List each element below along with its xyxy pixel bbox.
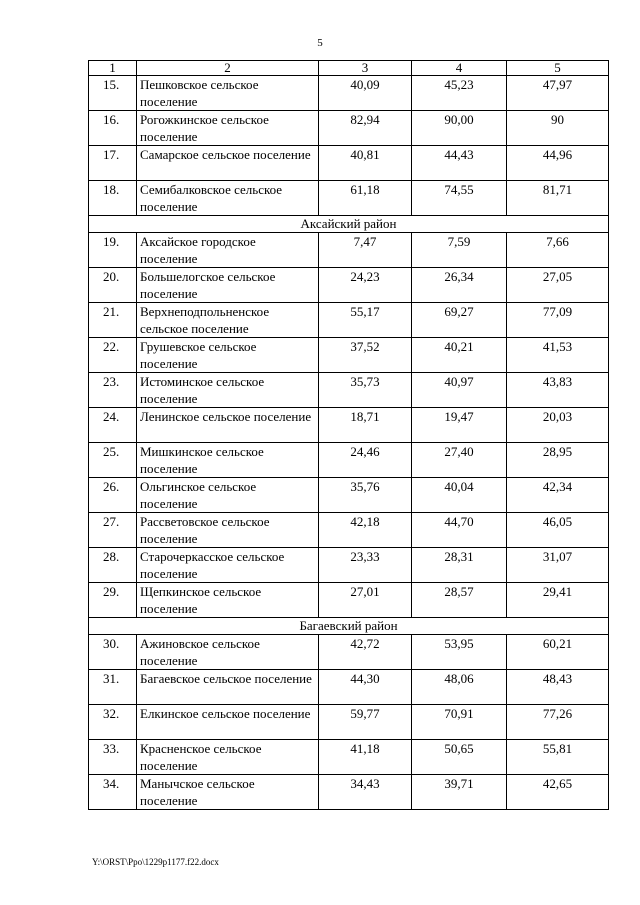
table-row [89,303,609,338]
value-cell-col3: 61,18 [319,181,412,216]
value-cell-col5: 81,71 [507,181,609,216]
table-row [89,513,609,548]
row-number-cell: 31. [89,670,137,705]
value-cell-col4: 45,23 [412,76,507,111]
value-cell-col3: 42,18 [319,513,412,548]
value-cell-col4: 44,43 [412,146,507,181]
settlement-name-cell: Рогожкинское сельское поселение [137,111,319,146]
settlement-name-cell: Истоминское сельское поселение [137,373,319,408]
value-cell-col3: 55,17 [319,303,412,338]
value-cell-col3: 40,09 [319,76,412,111]
footer-file-path: Y:\ORST\Ppo\1229p1177.f22.docx [92,857,219,867]
value-cell-col4: 44,70 [412,513,507,548]
value-cell-col3: 42,72 [319,635,412,670]
table-row [89,111,609,146]
value-cell-col3: 40,81 [319,146,412,181]
value-cell-col3: 35,73 [319,373,412,408]
settlements-table [88,60,609,810]
value-cell-col3: 23,33 [319,548,412,583]
row-number-cell: 22. [89,338,137,373]
table-row [89,705,609,740]
row-number-cell: 17. [89,146,137,181]
value-cell-col3: 27,01 [319,583,412,618]
value-cell-col5: 41,53 [507,338,609,373]
value-cell-col3: 24,23 [319,268,412,303]
value-cell-col4: 7,59 [412,233,507,268]
table-body [89,61,609,810]
district-heading: Аксайский район [89,216,609,233]
value-cell-col5: 43,83 [507,373,609,408]
value-cell-col5: 20,03 [507,408,609,443]
value-cell-col3: 59,77 [319,705,412,740]
value-cell-col4: 27,40 [412,443,507,478]
header-cell: 3 [319,61,412,76]
table-row [89,181,609,216]
settlement-name-cell: Щепкинское сельское поселение [137,583,319,618]
table-row [89,443,609,478]
row-number-cell: 29. [89,583,137,618]
settlement-name-cell: Большелогское сельское поселение [137,268,319,303]
value-cell-col4: 28,31 [412,548,507,583]
value-cell-col4: 70,91 [412,705,507,740]
value-cell-col4: 26,34 [412,268,507,303]
value-cell-col4: 90,00 [412,111,507,146]
table-row [89,76,609,111]
row-number-cell: 26. [89,478,137,513]
row-number-cell: 20. [89,268,137,303]
table-row [89,583,609,618]
value-cell-col5: 28,95 [507,443,609,478]
row-number-cell: 16. [89,111,137,146]
row-number-cell: 34. [89,775,137,810]
row-number-cell: 21. [89,303,137,338]
value-cell-col3: 82,94 [319,111,412,146]
settlement-name-cell: Ажиновское сельское поселение [137,635,319,670]
value-cell-col5: 77,09 [507,303,609,338]
value-cell-col3: 24,46 [319,443,412,478]
district-heading: Багаевский район [89,618,609,635]
value-cell-col5: 60,21 [507,635,609,670]
value-cell-col4: 40,21 [412,338,507,373]
value-cell-col5: 47,97 [507,76,609,111]
settlement-name-cell: Багаевское сельское поселение [137,670,319,705]
table-row [89,338,609,373]
row-number-cell: 30. [89,635,137,670]
value-cell-col5: 44,96 [507,146,609,181]
header-cell: 4 [412,61,507,76]
value-cell-col4: 69,27 [412,303,507,338]
header-cell: 1 [89,61,137,76]
value-cell-col5: 42,34 [507,478,609,513]
value-cell-col4: 28,57 [412,583,507,618]
district-row [89,216,609,233]
value-cell-col5: 27,05 [507,268,609,303]
header-cell: 5 [507,61,609,76]
settlement-name-cell: Старочеркасское сельское поселение [137,548,319,583]
value-cell-col4: 40,04 [412,478,507,513]
value-cell-col3: 41,18 [319,740,412,775]
value-cell-col3: 37,52 [319,338,412,373]
table-row [89,635,609,670]
value-cell-col5: 29,41 [507,583,609,618]
row-number-cell: 24. [89,408,137,443]
row-number-cell: 25. [89,443,137,478]
settlement-name-cell: Красненское сельское поселение [137,740,319,775]
table-header-row [89,61,609,76]
header-cell: 2 [137,61,319,76]
value-cell-col3: 44,30 [319,670,412,705]
settlement-name-cell: Мишкинское сельское поселение [137,443,319,478]
table-row [89,740,609,775]
value-cell-col4: 19,47 [412,408,507,443]
value-cell-col4: 39,71 [412,775,507,810]
value-cell-col3: 35,76 [319,478,412,513]
value-cell-col3: 34,43 [319,775,412,810]
row-number-cell: 33. [89,740,137,775]
value-cell-col5: 7,66 [507,233,609,268]
value-cell-col5: 55,81 [507,740,609,775]
row-number-cell: 28. [89,548,137,583]
row-number-cell: 18. [89,181,137,216]
row-number-cell: 27. [89,513,137,548]
value-cell-col5: 90 [507,111,609,146]
settlement-name-cell: Ленинское сельское поселение [137,408,319,443]
value-cell-col5: 42,65 [507,775,609,810]
value-cell-col5: 31,07 [507,548,609,583]
table-row [89,268,609,303]
value-cell-col4: 48,06 [412,670,507,705]
table-row [89,670,609,705]
row-number-cell: 19. [89,233,137,268]
value-cell-col4: 40,97 [412,373,507,408]
table-row [89,408,609,443]
table-row [89,233,609,268]
table-row [89,146,609,181]
value-cell-col4: 50,65 [412,740,507,775]
settlement-name-cell: Аксайское городское поселение [137,233,319,268]
settlement-name-cell: Елкинское сельское поселение [137,705,319,740]
table-row [89,373,609,408]
value-cell-col5: 48,43 [507,670,609,705]
district-row [89,618,609,635]
value-cell-col3: 7,47 [319,233,412,268]
settlement-name-cell: Семибалковское сельское поселение [137,181,319,216]
value-cell-col5: 46,05 [507,513,609,548]
settlement-name-cell: Рассветовское сельское поселение [137,513,319,548]
table-row [89,478,609,513]
value-cell-col4: 74,55 [412,181,507,216]
settlement-name-cell: Манычское сельское поселение [137,775,319,810]
row-number-cell: 32. [89,705,137,740]
settlement-name-cell: Пешковское сельское поселение [137,76,319,111]
value-cell-col5: 77,26 [507,705,609,740]
value-cell-col3: 18,71 [319,408,412,443]
value-cell-col4: 53,95 [412,635,507,670]
row-number-cell: 15. [89,76,137,111]
settlement-name-cell: Верхнеподпольненское сельское поселение [137,303,319,338]
table-row [89,775,609,810]
page-number: 5 [317,37,323,49]
table-row [89,548,609,583]
settlement-name-cell: Самарское сельское поселение [137,146,319,181]
row-number-cell: 23. [89,373,137,408]
settlement-name-cell: Ольгинское сельское поселение [137,478,319,513]
settlement-name-cell: Грушевское сельское поселение [137,338,319,373]
